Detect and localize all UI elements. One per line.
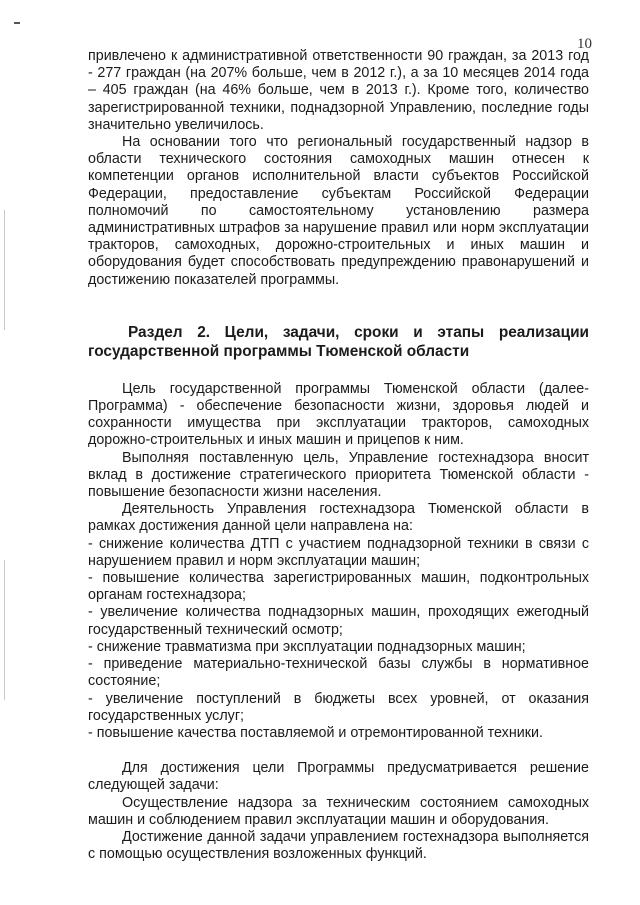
- paragraph-activity-intro: Деятельность Управления гостехнадзора Тюменской области в рамках достижения данной цели направлена на:: [88, 501, 589, 535]
- list-item: - увеличение количества поднадзорных машин, проходящих ежегодный государственный технический осмотр;: [88, 604, 589, 638]
- scan-mark: [14, 22, 20, 24]
- paragraph-regional-supervision: На основании того что региональный государственный надзор в области технического состояния самоходных машин отнесен к компетенции органов исполнительной власти субъектов Российской Федерации, предоставление субъектам Российской Федерации полномочий по самостоятельному установлению размера административных штрафов за нарушение правил или норм эксплуатации тракторов, самоходных, дорожно-строительных и иных машин и оборудования будет способствовать предупреждению правонарушений и достижению показателей программы.: [88, 134, 589, 288]
- list-item: - приведение материально-технической базы службы в нормативное состояние;: [88, 656, 589, 690]
- page-number: 10: [577, 36, 592, 52]
- list-item: - снижение травматизма при эксплуатации поднадзорных машин;: [88, 638, 526, 655]
- list-item: - повышение качества поставляемой и отремонтированной техники.: [88, 724, 543, 741]
- list-item: - повышение количества зарегистрированных машин, подконтрольных органам гостехнадзора;: [88, 570, 589, 604]
- paragraph-program-goal: Цель государственной программы Тюменской области (далее-Программа) - обеспечение безопасности жизни, здоровья людей и сохранности имущества при эксплуатации тракторов, самоходных дорожно-строительных и иных машин и прицепов к ним.: [88, 380, 589, 449]
- paragraph-task-method: Достижение данной задачи управлением гостехнадзора выполняется с помощью осуществления возложенных функций.: [88, 828, 589, 863]
- list-item: - снижение количества ДТП с участием поднадзорной техники в связи с нарушением правил и норм эксплуатации машин;: [88, 535, 589, 569]
- document-body: [88, 48, 589, 863]
- paragraph-administrative-liability: привлечено к административной ответственности 90 граждан, за 2013 год - 277 граждан (на 207% больше, чем в 2012 г.), а за 10 месяцев 2014 года – 405 граждан (на 46% больше, чем в 2013 г.). Кроме того, количество зарегистрированной техники, поднадзорной Управлению, последние годы значительно увеличилось.: [88, 48, 589, 133]
- paragraph-contribution: Выполняя поставленную цель, Управление гостехнадзора вносит вклад в достижение стратегического приоритета Тюменской области - повышение безопасности жизни населения.: [88, 449, 589, 501]
- list-item: - увеличение поступлений в бюджеты всех уровней, от оказания государственных услуг;: [88, 690, 589, 724]
- paragraph-task: Осуществление надзора за техническим состоянием самоходных машин и соблюдением правил эксплуатации машин и оборудования.: [88, 794, 589, 828]
- scan-edge-line: [4, 210, 5, 330]
- paragraph-task-intro: Для достижения цели Программы предусматривается решение следующей задачи:: [88, 760, 589, 794]
- section-heading: Раздел 2. Цели, задачи, сроки и этапы реализации государственной программы Тюменской области: [88, 323, 589, 360]
- scan-edge-line: [4, 560, 5, 700]
